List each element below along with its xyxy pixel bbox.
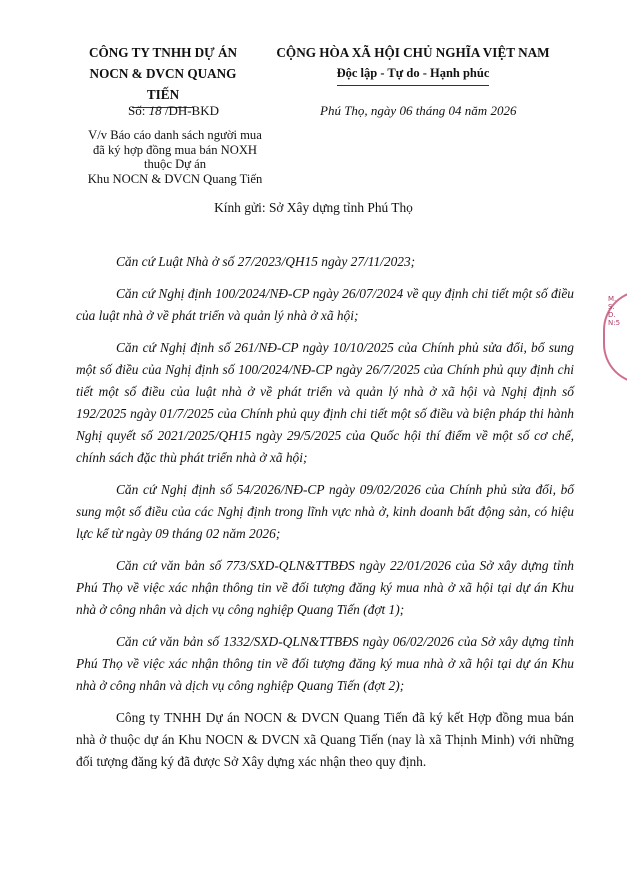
stamp-text: M.S.D.N:5 — [608, 295, 621, 327]
document-number — [128, 103, 219, 119]
place-date: Phú Thọ, ngày 06 tháng 04 năm 2026 — [320, 103, 517, 118]
paragraph-7: Công ty TNHH Dự án NOCN & DVCN Quang Tiến đã ký kết Hợp đồng mua bán nhà ở thuộc dự án Khu NOCN & DVCN xã Quang Tiến (nay là xã Thịnh Minh) với những đối tượng đăng ký đã được Sở Xây dựng xác nhận theo quy định. — [76, 710, 574, 769]
subject-line-2: đã ký hợp đồng mua bán NOXH — [92, 142, 258, 157]
subject-block — [74, 128, 276, 186]
number-value: 18 — [148, 103, 162, 118]
company-name-line2: NOCN & DVCN QUANG TIẾN — [89, 66, 237, 102]
national-header — [268, 42, 558, 86]
nation-title: CỘNG HÒA XÃ HỘI CHỦ NGHĨA VIỆT NAM — [276, 45, 550, 60]
paragraph-2: Căn cứ Nghị định 100/2024/NĐ-CP ngày 26/07/2024 về quy định chi tiết một số điều của luật nhà ở về phát triển và quản lý nhà ở xã hội; — [76, 286, 574, 323]
subject-line-1: V/v Báo cáo danh sách người mua — [88, 128, 262, 142]
motto: Độc lập - Tự do - Hạnh phúc — [337, 63, 490, 86]
paragraph-1: Căn cứ Luật Nhà ở số 27/2023/QH15 ngày 27/11/2023; — [116, 254, 416, 269]
paragraph-4: Căn cứ Nghị định số 54/2026/NĐ-CP ngày 09/02/2026 của Chính phủ sửa đổi, bổ sung một số điều của các Nghị định trong lĩnh vực nhà ở, kinh doanh bất động sản, có hiệu lực kể từ ngày 09 tháng 02 năm 2026; — [76, 482, 574, 541]
paragraph-3: Căn cứ Nghị định số 261/NĐ-CP ngày 10/10/2025 của Chính phủ sửa đổi, bổ sung một số điều của Nghị định số 100/2024/NĐ-CP ngày 26/7/2025 của Chính phủ quy định chi tiết một số điều của luật nhà ở về phát triển và quản lý nhà ở xã hội và Nghị định số 192/2025 ngày 01/7/2025 của Chính phủ quy định chi tiết một số điều và biện pháp thi hành Nghị quyết số 2021/2025/QH15 ngày 29/5/2025 của Quốc hội thí điểm về một số cơ chế, chính sách đặc thù phát triển nhà ở xã hội; — [76, 340, 574, 465]
subject-line-3: thuộc Dự án — [143, 157, 207, 171]
subject-line-4: Khu NOCN & DVCN Quang Tiến — [87, 171, 263, 186]
document-body — [76, 251, 574, 783]
paragraph-6: Căn cứ văn bản số 1332/SXD-QLN&TTBĐS ngày 06/02/2026 của Sở xây dựng tỉnh Phú Thọ về việc xác nhận thông tin về đối tượng đăng ký mua nhà ở xã hội tại dự án Khu nhà ở công nhân và dịch vụ công nghiệp Quang Tiến (đợt 2); — [76, 634, 574, 693]
company-name-line1: CÔNG TY TNHH DỰ ÁN — [88, 45, 237, 60]
number-suffix: /DH-BKD — [164, 103, 220, 118]
recipient: Kính gửi: Sở Xây dựng tỉnh Phú Thọ — [214, 200, 413, 215]
company-header — [78, 42, 248, 108]
paragraph-5: Căn cứ văn bản số 773/SXD-QLN&TTBĐS ngày 22/01/2026 của Sở xây dựng tỉnh Phú Thọ về việc xác nhận thông tin về đối tượng đăng ký mua nhà ở xã hội tại dự án Khu nhà ở công nhân và dịch vụ công nghiệp Quang Tiến (đợt 1); — [76, 558, 574, 617]
number-label: Số: — [128, 103, 146, 118]
